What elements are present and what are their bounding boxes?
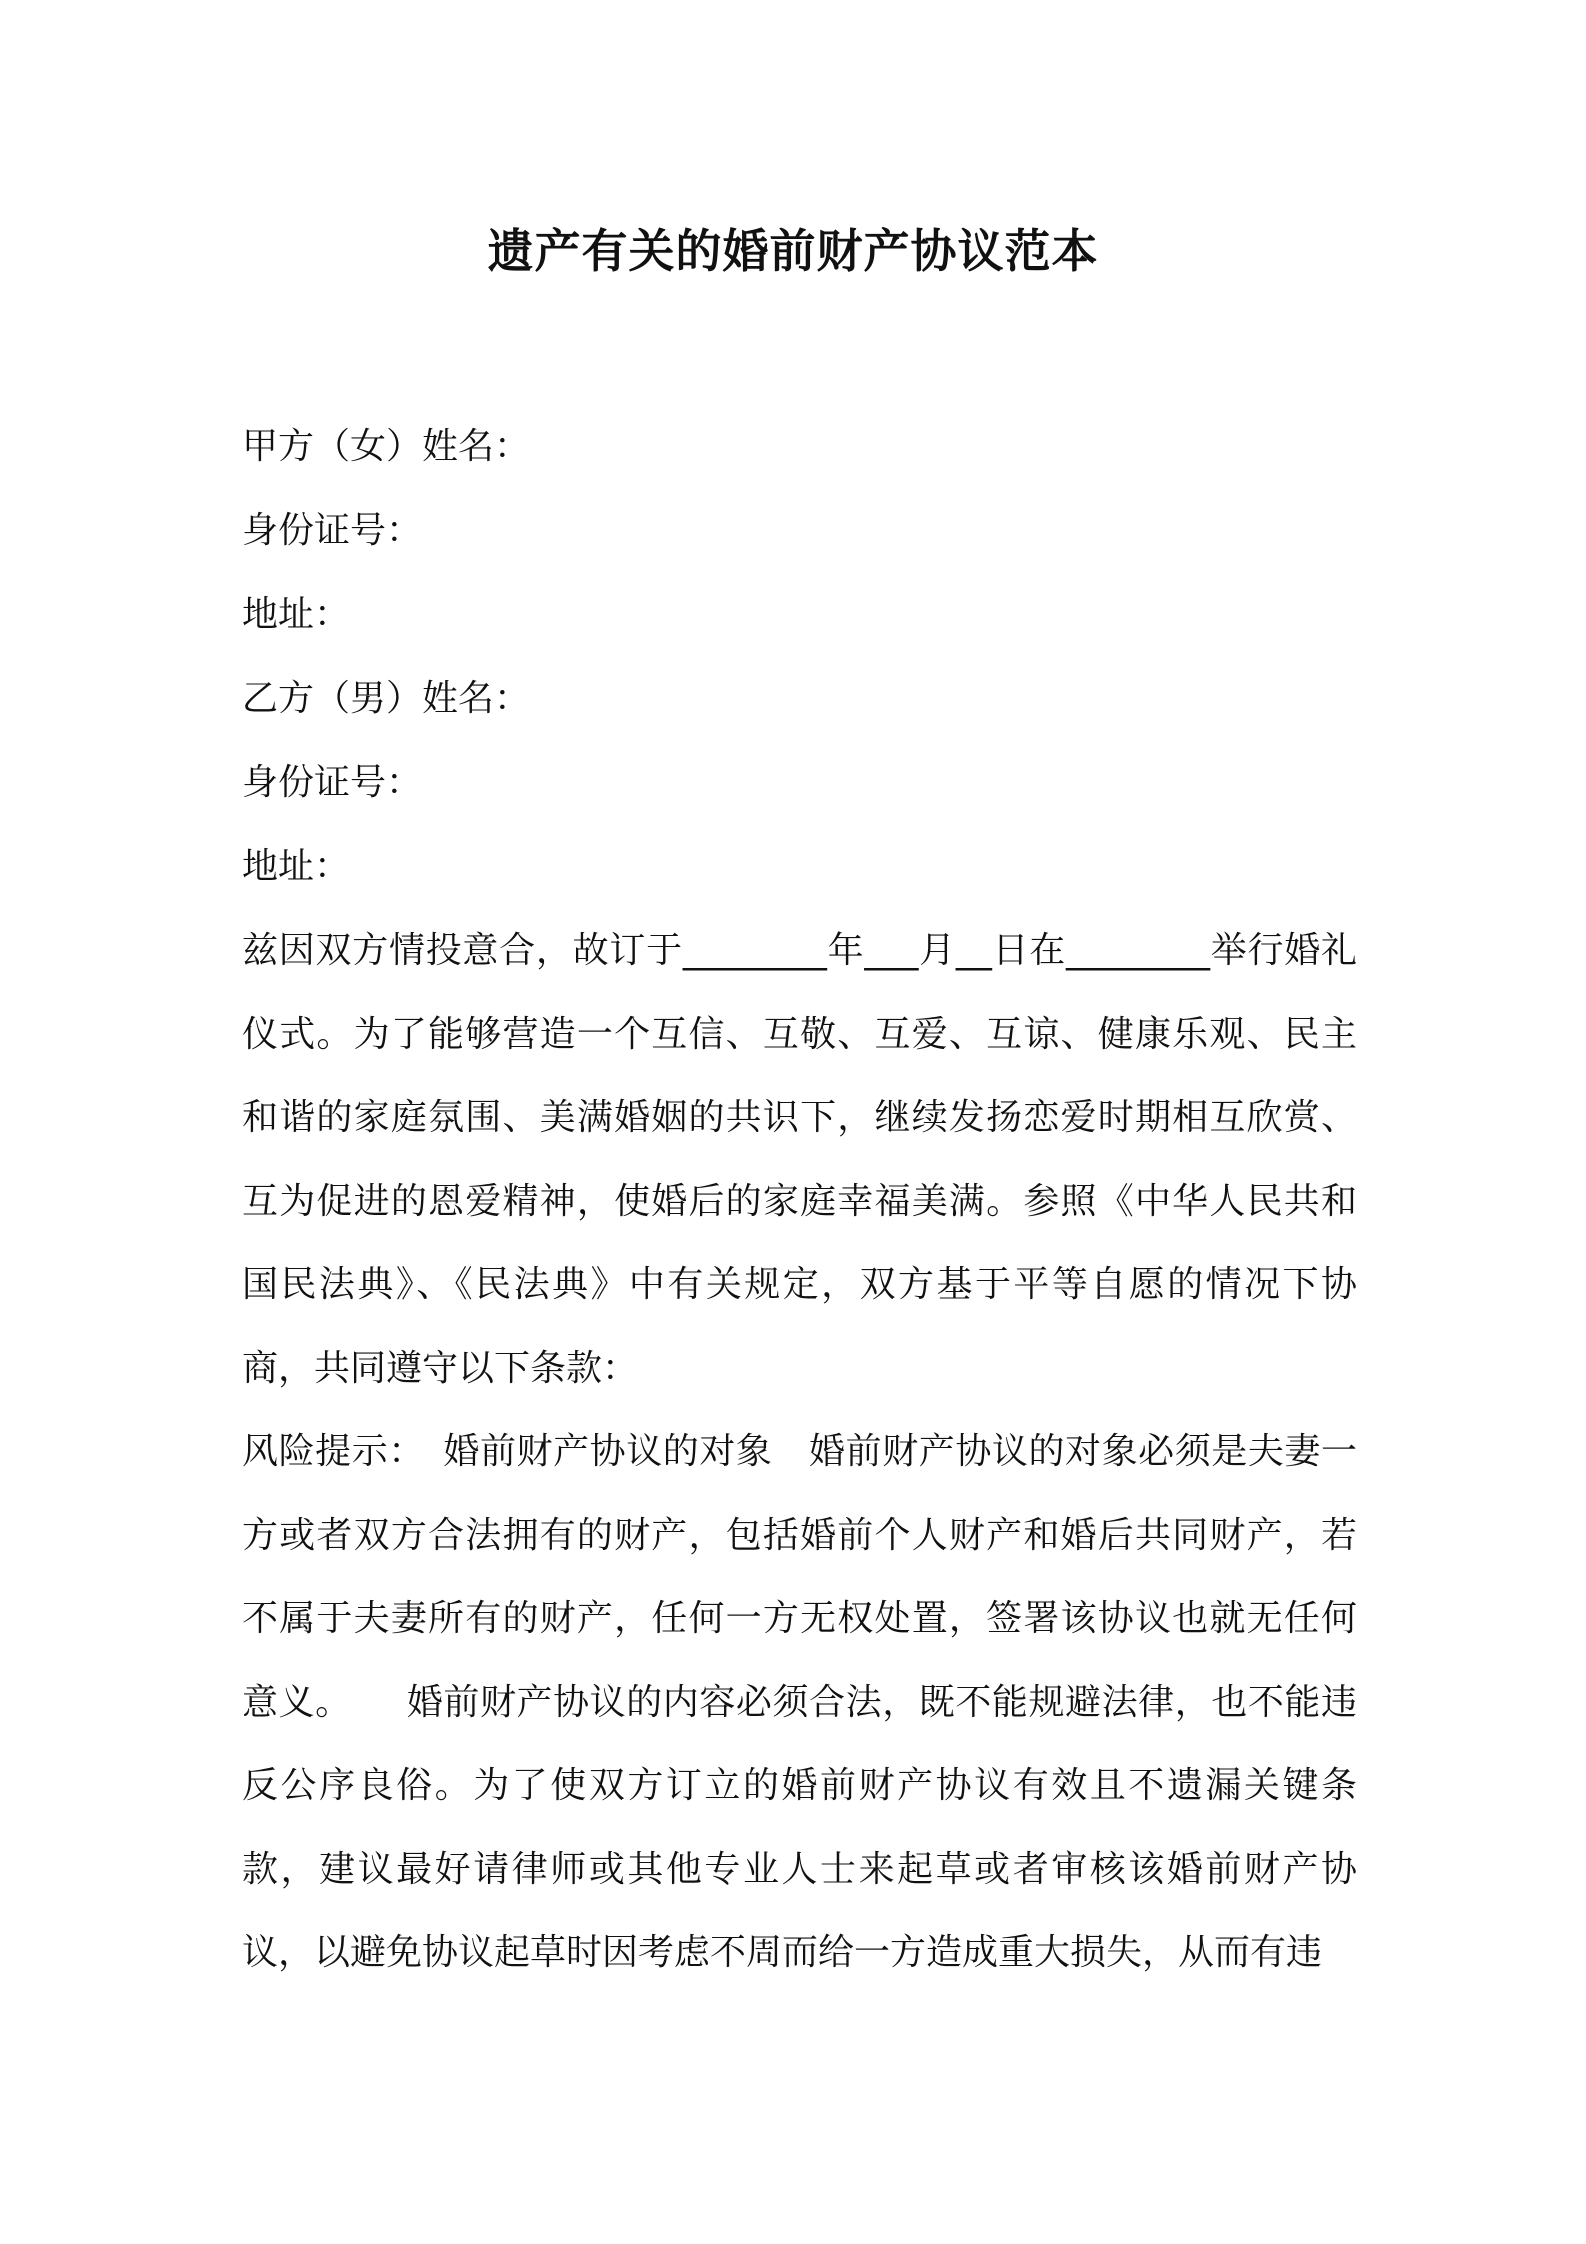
preamble-paragraph: 兹因双方情投意合，故订于________年___月__日在________举行婚礼仪式。为了能够营造一个互信、互敬、互爱、互谅、健康乐观、民主和谐的家庭氛围、美满婚姻的共识下，继续发扬恋爱时期相互欣赏、互为促进的恩爱精神，使婚后的家庭幸福美满。参照《中华人民共和国民法典》、《民法典》中有关规定，双方基于平等自愿的情况下协商，共同遵守以下条款： xyxy=(242,930,1357,1389)
risk-notice-paragraph: 风险提示： 婚前财产协议的对象 婚前财产协议的对象必须是夫妻一方或者双方合法拥有的财产，包括婚前个人财产和婚后共同财产，若不属于夫妻所有的财产，任何一方无权处置，签署该协议也就无任何意义。 婚前财产协议的内容必须合法，既不能规避法律，也不能违反公序良俗。为了使双方订立的婚前财产协议有效且不遗漏关键条款，建议最好请律师或其他专业人士来起草或者审核该婚前财产协议，以避免协议起草时因考虑不周而给一方造成重大损失，从而有违 xyxy=(242,1431,1357,1973)
party-a-id-field: 身份证号： xyxy=(242,510,423,551)
document-body xyxy=(242,405,1357,1995)
document-title: 遗产有关的婚前财产协议范本 xyxy=(487,224,1099,278)
party-a-address-field: 地址： xyxy=(242,594,351,635)
party-b-address-field: 地址： xyxy=(242,846,351,887)
party-a-name-field: 甲方（女）姓名： xyxy=(242,426,531,467)
party-b-name-field: 乙方（男）姓名： xyxy=(242,678,531,719)
party-b-id-field: 身份证号： xyxy=(242,762,423,803)
